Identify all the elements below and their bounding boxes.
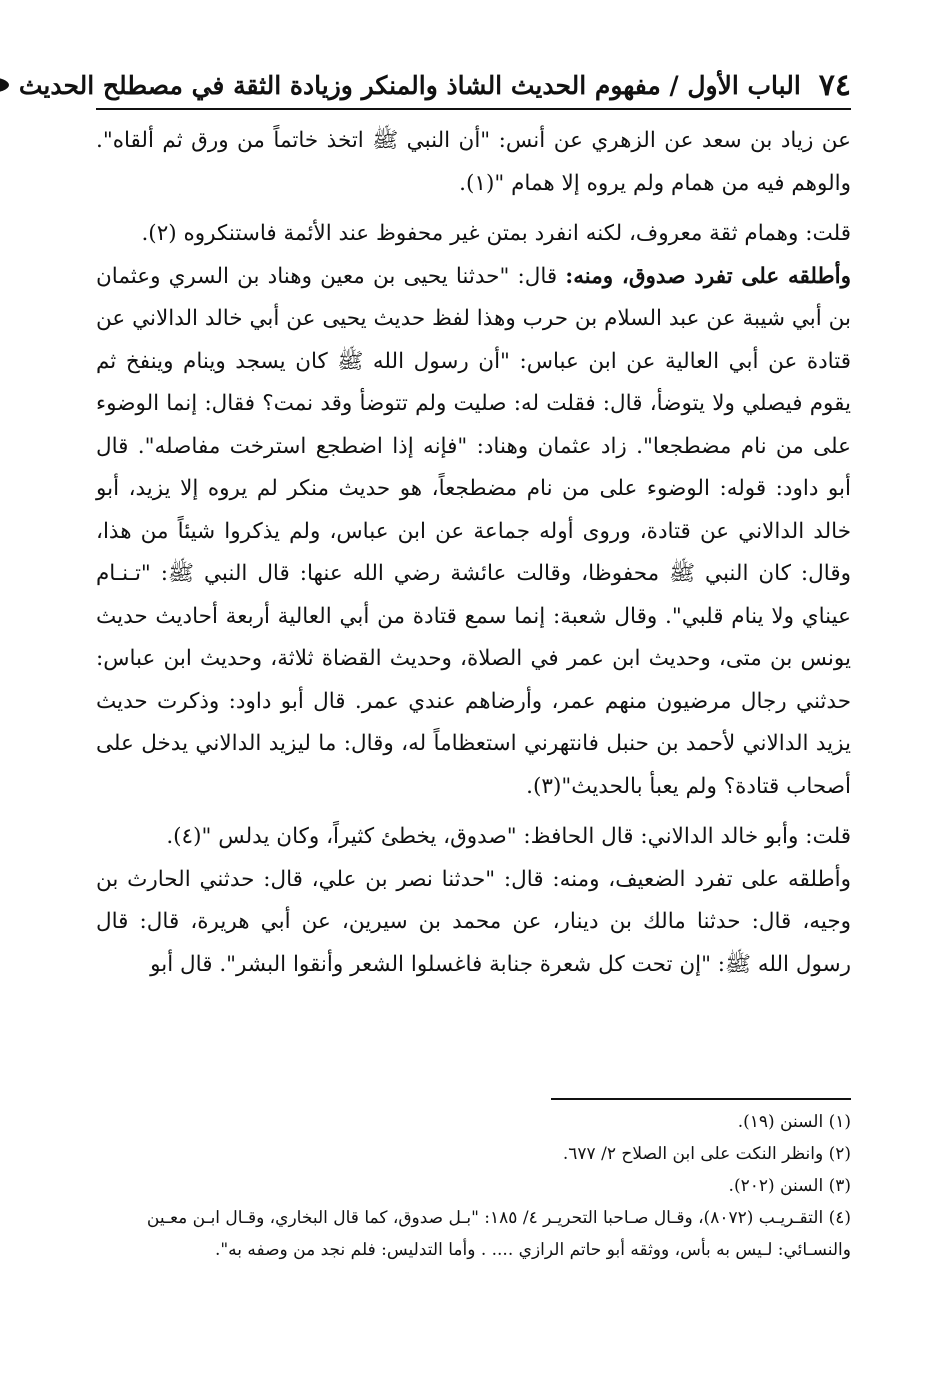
footnote-2: (٢) وانظر النكت على ابن الصلاح ٢/ ٦٧٧. — [562, 1144, 851, 1164]
footnote-separator — [551, 1098, 851, 1100]
header-ornament — [0, 77, 9, 93]
paragraph-3-lead: وأطلقه على تفرد صدوق، ومنه: — [565, 263, 851, 289]
page-number: ٧٤ — [818, 67, 851, 103]
paragraph-5: وأطلقه على تفرد الضعيف، ومنه: قال: "حدثنا نصر بن علي، قال: حدثني الحارث بن وجيه، قال: حدثنا مالك بن دينار، عن محمد بن سيرين، عن أبي هريرة، قال: قال رسول الله ﷺ: "إن تحت كل شعرة جنابة فاغسلوا الشعر وأنقوا البشر". قال أبو — [96, 866, 851, 977]
footnote-4: (٤) التقـريـب (٨٠٧٢)، وقـال صـاحبا التحريـر ٤/ ١٨٥: "بـل صدوق، كما قال البخاري، وقـال ابـن معـين والنسـائي: لـيس به بأس، ووثقه أبو حاتم الرازي .... . وأما التدليس: فلم نجد من وصفه به". — [146, 1208, 851, 1260]
footnote-1: (١) السنن (١٩). — [737, 1112, 851, 1132]
paragraph-3 — [96, 256, 851, 809]
paragraph-1: عن زياد بن سعد عن الزهري عن أنس: "أن النبي ﷺ اتخذ خاتماً من ورق ثم ألقاه". والوهم فيه من همام ولم يروه إلا همام "(١). — [96, 128, 851, 196]
footnotes — [96, 1098, 851, 1266]
running-title: الباب الأول / مفهوم الحديث الشاذ والمنكر وزيادة الثقة في مصطلح الحديث — [18, 70, 801, 100]
paragraph-4: قلت: وأبو خالد الدالاني: قال الحافظ: "صدوق، يخطئ كثيراً، وكان يدلس "(٤). — [166, 824, 851, 849]
paragraph-2: قلت: وهمام ثقة معروف، لكنه انفرد بمتن غير محفوظ عند الأئمة فاستنكروه (٢). — [141, 221, 851, 246]
page-header — [18, 62, 851, 110]
ornament-dot — [0, 77, 9, 93]
footnote-3: (٣) السنن (٢٠٢). — [728, 1176, 851, 1196]
paragraph-3-text: قال: "حدثنا يحيى بن معين وهناد بن السري وعثمان بن أبي شيبة عن عبد السلام بن حرب وهذا لفظ حديث يحيى عن أبي خالد الدالاني عن قتادة عن أبي العالية عن ابن عباس: "أن رسول الله ﷺ كان يسجد وينام وينفخ ثم يقوم فيصلي ولا يتوضأ، قال: فقلت له: صليت ولم تتوضأ وقد نمت؟ فقال: إنما الوضوء على من نام مضطجعا". زاد عثمان وهناد: "فإنه إذا اضطجع استرخت مفاصله". قال أبو داود: قوله: الوضوء على من نام مضطجعاً، هو حديث منكر لم يروه إلا يزيد، أبو خالد الدالاني عن قتادة، وروى أوله جماعة عن ابن عباس، ولم يذكروا شيئاً من هذا، وقال: كان النبي ﷺ محفوظا، وقالت عائشة رضي الله عنها: قال النبي ﷺ: "تـنـام عيناي ولا ينام قلبي". وقال شعبة: إنما سمع قتادة من أبي العالية أربعة أحاديث حديث يونس بن متى، وحديث ابن عمر في الصلاة، وحديث القضاة ثلاثة، وحديث ابن عباس: حدثني رجال مرضيون منهم عمر، وأرضاهم عندي عمر. قال أبو داود: وذكرت حديث يزيد الدالاني لأحمد بن حنبل فانتهرني استعظاماً له، وقال: ما ليزيد الدالاني يدخل على أصحاب قتادة؟ ولم يعبأ بالحديث"(٣). — [96, 263, 851, 799]
main-text — [96, 120, 851, 986]
